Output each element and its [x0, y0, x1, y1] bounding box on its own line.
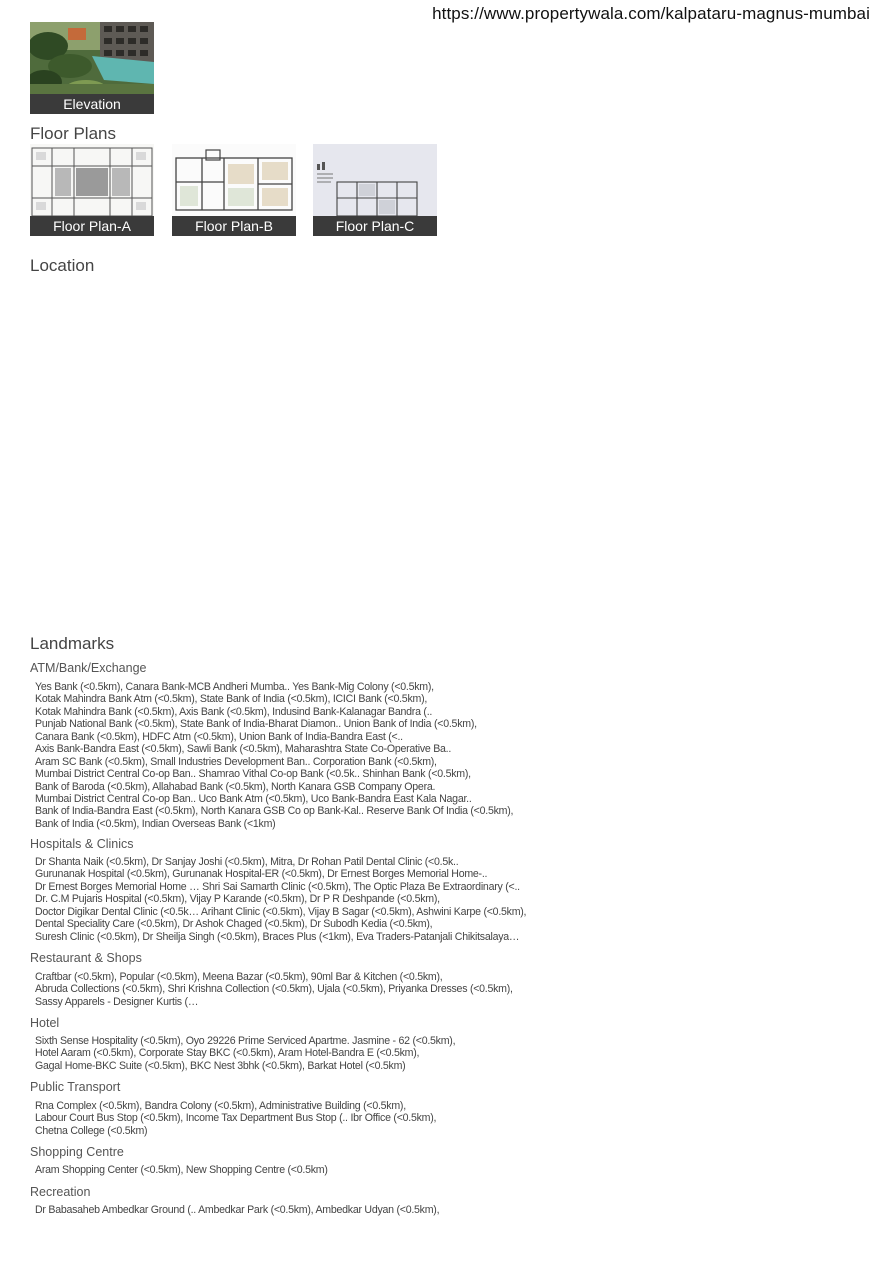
list-item: Mumbai District Central Co-op Ban.. Uco Bank Atm (<0.5km), Uco Bank-Bandra East Kala Nagar..	[35, 792, 472, 805]
list-item: Sixth Sense Hospitality (<0.5km), Oyo 29226 Prime Serviced Apartme. Jasmine - 62 (<0.5km),	[35, 1035, 456, 1047]
list-item: Dental Speciality Care (<0.5km), Dr Ashok Chaged (<0.5km), Dr Subodh Kedia (<0.5km),	[35, 918, 433, 931]
location-title: Location	[30, 256, 95, 275]
floor-plan-b-thumbnail[interactable]	[172, 144, 296, 236]
list-item: Bank of India-Bandra East (<0.5km), North Kanara GSB Co op Bank-Kal.. Reserve Bank Of India (<0.5km),	[35, 805, 514, 818]
category-title-recreation: Recreation	[30, 1185, 91, 1199]
list-item: Aram SC Bank (<0.5km), Small Industries Development Ban.. Corporation Bank (<0.5km),	[35, 755, 437, 768]
list-item: Dr Ernest Borges Memorial Home … Shri Sai Samarth Clinic (<0.5km), The Optic Plaza Be Extraordinary (<..	[35, 880, 520, 893]
category-list-restaurant-shops	[35, 971, 513, 1008]
list-item: Dr Babasaheb Ambedkar Ground (.. Ambedkar Park (<0.5km), Ambedkar Udyan (<0.5km),	[35, 1204, 440, 1216]
list-item: Kotak Mahindra Bank Atm (<0.5km), State Bank of India (<0.5km), ICICI Bank (<0.5km),	[35, 693, 428, 706]
category-title-restaurant-shops: Restaurant & Shops	[30, 951, 142, 965]
elevation-caption: Elevation	[30, 94, 154, 114]
list-item: Dr. C.M Pujaris Hospital (<0.5km), Vijay P Karande (<0.5km), Dr P R Deshpande (<0.5km),	[35, 893, 440, 906]
list-item: Craftbar (<0.5km), Popular (<0.5km), Meena Bazar (<0.5km), 90ml Bar & Kitchen (<0.5km),	[35, 971, 443, 983]
list-item: Suresh Clinic (<0.5km), Dr Sheilja Singh (<0.5km), Braces Plus (<1km), Eva Traders-Patanjali Chikitsalaya…	[35, 930, 520, 943]
list-item: Gagal Home-BKC Suite (<0.5km), BKC Nest 3bhk (<0.5km), Barkat Hotel (<0.5km)	[35, 1059, 406, 1072]
list-item: Doctor Digikar Dental Clinic (<0.5k… Arihant Clinic (<0.5km), Vijay B Sagar (<0.5km), Ashwini Karpe (<0.5km),	[35, 905, 527, 918]
elevation-thumbnail[interactable]	[30, 22, 154, 114]
list-item: Yes Bank (<0.5km), Canara Bank-MCB Andheri Mumba.. Yes Bank-Mig Colony (<0.5km),	[35, 681, 434, 693]
list-item: Hotel Aaram (<0.5km), Corporate Stay BKC (<0.5km), Aram Hotel-Bandra E (<0.5km),	[35, 1047, 420, 1060]
category-list-recreation	[35, 1204, 439, 1216]
category-list-hotel	[35, 1035, 455, 1072]
list-item: Sassy Apparels - Designer Kurtis (…	[35, 995, 199, 1008]
floor-plan-a-caption: Floor Plan-A	[30, 216, 154, 236]
list-item: Labour Court Bus Stop (<0.5km), Income Tax Department Bus Stop (.. Ibr Office (<0.5km),	[35, 1112, 437, 1125]
category-list-public-transport	[35, 1100, 436, 1137]
floor-plan-a-thumbnail[interactable]	[30, 144, 154, 236]
floor-plan-c-caption: Floor Plan-C	[313, 216, 437, 236]
landmarks-title: Landmarks	[30, 634, 115, 653]
list-item: Aram Shopping Center (<0.5km), New Shopping Centre (<0.5km)	[35, 1164, 328, 1176]
floor-plan-c-thumbnail[interactable]	[313, 144, 437, 236]
list-item: Mumbai District Central Co-op Ban.. Shamrao Vithal Co-op Bank (<0.5k.. Shinhan Bank (<0.5km),	[35, 768, 471, 781]
page-url: https://www.propertywala.com/kalpataru-magnus-mumbai	[432, 4, 870, 23]
list-item: Chetna College (<0.5km)	[35, 1124, 148, 1137]
list-item: Gurunanak Hospital (<0.5km), Gurunanak Hospital-ER (<0.5km), Dr Ernest Borges Memorial Home-..	[35, 868, 488, 881]
category-list-shopping-centre	[35, 1164, 328, 1176]
list-item: Dr Shanta Naik (<0.5km), Dr Sanjay Joshi (<0.5km), Mitra, Dr Rohan Patil Dental Clinic (<0.5k..	[35, 856, 459, 868]
floor-plans-title: Floor Plans	[30, 124, 116, 143]
floor-plan-b-caption: Floor Plan-B	[172, 216, 296, 236]
category-title-public-transport: Public Transport	[30, 1080, 121, 1094]
list-item: Bank of India (<0.5km), Indian Overseas Bank (<1km)	[35, 817, 276, 830]
list-item: Canara Bank (<0.5km), HDFC Atm (<0.5km), Union Bank of India-Bandra East (<..	[35, 730, 403, 743]
category-title-hotel: Hotel	[30, 1016, 60, 1030]
category-title-hospitals: Hospitals & Clinics	[30, 837, 134, 851]
category-title-shopping-centre: Shopping Centre	[30, 1145, 124, 1159]
list-item: Rna Complex (<0.5km), Bandra Colony (<0.5km), Administrative Building (<0.5km),	[35, 1100, 406, 1112]
list-item: Punjab National Bank (<0.5km), State Bank of India-Bharat Diamon.. Union Bank of India (<0.5km),	[35, 718, 477, 731]
category-title-atm-bank: ATM/Bank/Exchange	[30, 661, 147, 675]
list-item: Bank of Baroda (<0.5km), Allahabad Bank (<0.5km), North Kanara GSB Company Opera.	[35, 780, 436, 793]
list-item: Axis Bank-Bandra East (<0.5km), Sawli Bank (<0.5km), Maharashtra State Co-Operative Ba..	[35, 743, 452, 756]
category-list-atm-bank	[35, 681, 513, 830]
list-item: Abruda Collections (<0.5km), Shri Krishna Collection (<0.5km), Ujala (<0.5km), Priyanka Dresses (<0.5km),	[35, 983, 513, 996]
list-item: Kotak Mahindra Bank (<0.5km), Axis Bank (<0.5km), Indusind Bank-Kalanagar Bandra (..	[35, 705, 433, 718]
category-list-hospitals	[35, 856, 526, 943]
